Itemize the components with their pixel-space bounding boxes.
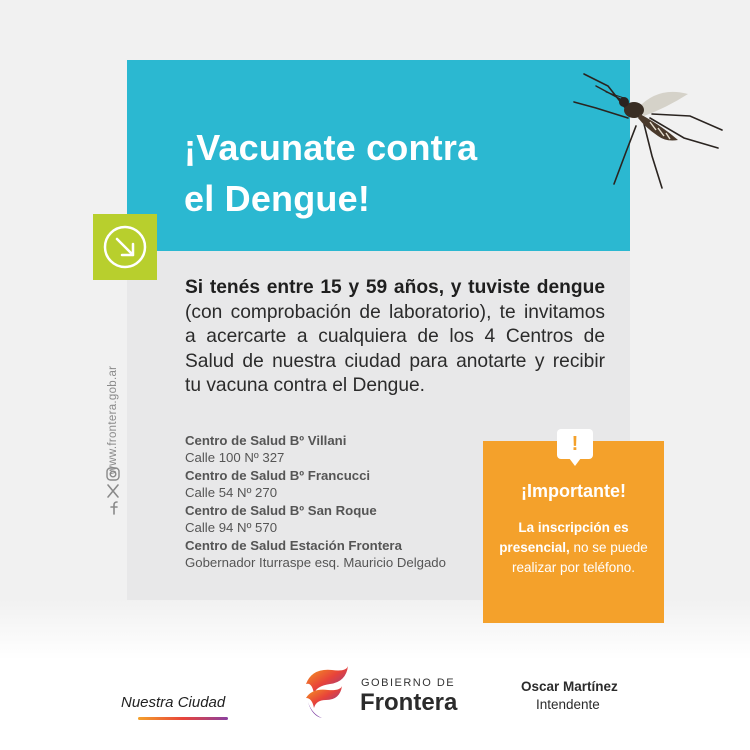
- intendente-role: Intendente: [536, 697, 600, 712]
- important-bold: La inscripción es presencial,: [499, 520, 629, 555]
- frontera-logo-icon: [302, 664, 352, 720]
- gobierno-label: GOBIERNO DE: [361, 677, 456, 689]
- important-title: ¡Importante!: [521, 481, 626, 501]
- title-line-1: ¡Vacunate contra: [184, 127, 478, 168]
- important-box: [483, 433, 664, 623]
- list-item: [185, 432, 485, 466]
- intro-bold: Si tenés entre 15 y 59 años, y tuviste dengue: [185, 277, 605, 298]
- arrow-down-right-icon: [102, 224, 148, 270]
- list-item: [185, 502, 485, 536]
- website-link[interactable]: www.frontera.gob.ar: [107, 365, 119, 475]
- list-item: [185, 537, 485, 571]
- center-address: Calle 94 Nº 570: [185, 520, 278, 535]
- list-item: [185, 467, 485, 501]
- center-name: Centro de Salud Bº Francucci: [185, 468, 371, 483]
- frontera-label: Frontera: [360, 689, 458, 716]
- header-band: [127, 60, 630, 251]
- arrow-badge: [93, 214, 157, 280]
- exclamation-icon: !: [571, 433, 579, 455]
- nuestra-ciudad-logo: Nuestra Ciudad: [121, 694, 226, 711]
- center-address: Calle 54 Nº 270: [185, 485, 278, 500]
- instagram-icon[interactable]: [107, 468, 119, 480]
- social-icons: [103, 466, 123, 516]
- intro-text: [185, 276, 605, 399]
- title-line-2: el Dengue!: [184, 178, 371, 219]
- center-name: Centro de Salud Bº Villani: [185, 433, 347, 448]
- x-icon[interactable]: [108, 485, 118, 497]
- page-title: [184, 122, 477, 224]
- alert-bubble-tail: [569, 458, 581, 466]
- facebook-icon[interactable]: [111, 502, 117, 514]
- intendente-name: Oscar Martínez: [521, 679, 618, 694]
- nuestra-ciudad-underline: [138, 717, 228, 720]
- center-address: Calle 100 Nº 327: [185, 450, 285, 465]
- health-centers-list: [185, 432, 485, 572]
- intro-body: (con comprobación de laboratorio), te invitamos a acercarte a cualquiera de los 4 Centros de Salud de nuestra ciudad para anotarte y recibir tu vacuna contra el Dengue.: [185, 301, 605, 396]
- center-name: Centro de Salud Estación Frontera: [185, 538, 402, 553]
- center-address: Gobernador Iturraspe esq. Mauricio Delgado: [185, 555, 446, 570]
- important-text: [495, 518, 652, 578]
- mosquito-icon: [566, 56, 726, 196]
- center-name: Centro de Salud Bº San Roque: [185, 503, 377, 518]
- important-body: no se puede realizar por teléfono.: [511, 540, 648, 575]
